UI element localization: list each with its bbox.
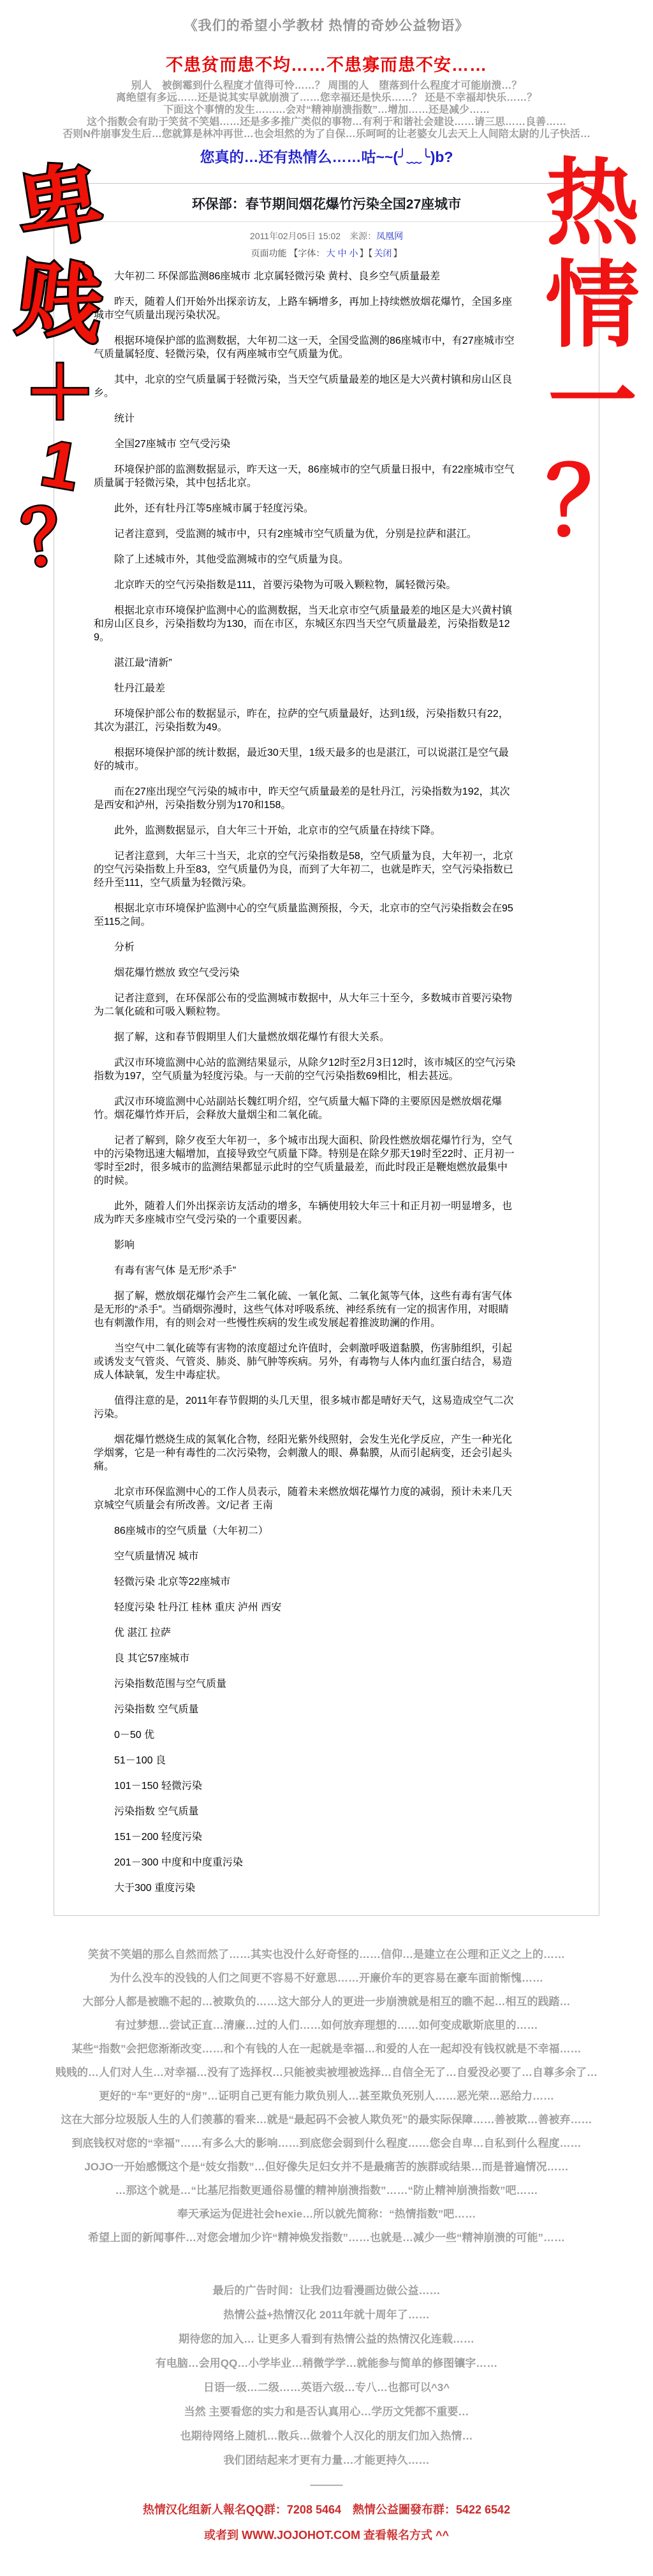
article-paragraph: 污染指数范围与空气质量 <box>114 1679 227 1689</box>
commentary-line: 希望上面的新闻事件…对您会增加少许“精神焕发指数”……也就是…减少一些“精神崩溃的可能”…… <box>88 2232 565 2244</box>
footer-site-prefix: 或者到 <box>203 2529 242 2542</box>
article-paragraph: 记者了解到，除夕夜至大年初一，多个城市出现大面积、阶段性燃放烟花爆竹行为，空气中的污染物迅速大幅增加，直接导致空气质量下降。特别是在除夕那天19时至22时、正月初一零时至2时，很多城市的监测结果都显示此时的空气质量最差，而此时段正是鞭炮燃放最集中的时候。 <box>94 1135 515 1186</box>
toolbar-suffix: 】 <box>393 248 402 258</box>
commentary-line: 笑贫不笑娼的那么自然而然了……其实也没什么好奇怪的……信仰…是建立在公理和正义之上的…… <box>88 1948 565 1961</box>
header-gray-comments <box>0 80 653 140</box>
article-paragraph: 根据环境保护部的监测数据，大年初二这一天，全国受监测的86座城市中，有27座城市空气质量属轻度、轻微污染，仅有两座城市空气质量为优。 <box>94 335 515 360</box>
article-paragraph: 其中，北京的空气质量属于轻微污染，当天空气质量最差的地区是大兴黄村镇和房山区良乡。 <box>94 374 513 399</box>
stamp-char: 情 <box>545 253 640 358</box>
article-toolbar <box>54 247 599 260</box>
article-paragraph: 污染指数 空气质量 <box>114 1806 199 1817</box>
stamp-char: ＋ <box>25 354 95 432</box>
stamp-char: ？ <box>545 450 640 555</box>
footer-line: 我们团结起来才更有力量…才能更持久…… <box>223 2454 430 2466</box>
article-paragraph: 湛江最“清新” <box>114 658 172 668</box>
article-paragraph: 空气质量情况 城市 <box>114 1551 199 1562</box>
font-size-medium-link[interactable]: 中 <box>337 248 347 258</box>
jojohot-link[interactable]: WWW.JOJOHOT.COM <box>241 2529 360 2542</box>
article-paragraph: 201－300 中度和中度重污染 <box>114 1857 243 1868</box>
article-paragraph: 烟花爆竹燃放 致空气受污染 <box>114 968 240 978</box>
page-title: 《我们的希望小学教材 热情的奇妙公益物语》 <box>184 18 469 33</box>
footer-line: 日语一级…二级……英语六级…专八…也都可以^3^ <box>203 2381 450 2394</box>
article-meta <box>54 230 599 242</box>
article-paragraph: 武汉市环境监测中心站的监测结果显示，从除夕12时至2月3日12时，该市城区的空气污染指数为197，空气质量为轻度污染。与一天前的空气污染指数69相比，相去甚远。 <box>94 1057 516 1082</box>
article-paragraph: 良 其它57座城市 <box>114 1653 190 1664</box>
footer-site-line <box>0 2522 653 2548</box>
article-paragraph: 大年初二 环保部监测86座城市 北京属轻微污染 黄村、良乡空气质量最差 <box>114 271 441 282</box>
footer-divider: ——— <box>310 2478 343 2491</box>
header-gray-line: 离绝望有多远……还是说其实早就崩溃了……您幸福还是快乐……？ 还是不幸福却快乐……？ <box>115 92 538 103</box>
footer-site-suffix: 查看報名方式 ^^ <box>360 2529 450 2542</box>
header-red-quote: 不患贫而患不均……不患寡而患不安…… <box>166 55 487 75</box>
article-paragraph: 大于300 重度污染 <box>114 1883 196 1894</box>
footer-line: 当然 主要看您的实力和是否认真用心…学历文凭都不重要… <box>184 2406 469 2418</box>
commentary-line: 有过梦想…尝试正直…清廉…过的人们……如何放弃理想的……如何变成歇斯底里的…… <box>115 2019 538 2031</box>
article-body <box>94 270 517 1915</box>
footer-qq-groups: 热情汉化组新人報名QQ群：7208 5464 熱情公益圖發布群：5422 6542 <box>142 2503 511 2516</box>
article-paragraph: 根据北京市环境保护监测中心的空气质量监测预报，今天，北京市的空气污染指数会在95至115之间。 <box>94 903 513 927</box>
stamp-beijian-plus-one <box>4 153 116 582</box>
font-size-small-link[interactable]: 小 <box>349 248 358 258</box>
article-paragraph: 此外，还有牡丹江等5座城市属于轻度污染。 <box>114 503 314 514</box>
article-paragraph: 当空气中二氧化硫等有害物的浓度超过允许值时，会刺激呼吸道黏膜，伤害肺组织，引起或诱发支气管炎、气管炎、肺炎、肺气肿等疾病。另外，有毒物与人体内血红蛋白结合，易造成人体缺氧，发生中毒症状。 <box>94 1343 513 1381</box>
article-box <box>54 183 599 1916</box>
footer-line: 有电脑…会用QQ…小学毕业…稍微学学…就能参与简单的修图镶字…… <box>155 2357 498 2369</box>
article-paragraph: 此外，监测数据显示，自大年三十开始，北京市的空气质量在持续下降。 <box>114 825 441 836</box>
font-size-large-link[interactable]: 大 <box>326 248 335 258</box>
header-gray-line: 别人 被倒霉到什么程度才值得可怜……？ 周围的人 堕落到什么程度才可能崩溃…？ <box>131 80 522 91</box>
header-gray-line: 下面这个事情的发生………会对“精神崩溃指数”…增加……还是减少…… <box>163 105 490 115</box>
article-paragraph: 记者注意到，大年三十当天，北京的空气污染指数是58，空气质量为良，大年初一，北京的空气污染指数上升至83，空气质量仍为良，而到了大年初二，也就是昨天，空气污染指数已经升至111，空气质量为轻微污染。 <box>94 851 513 888</box>
article-paragraph: 101－150 轻微污染 <box>114 1781 202 1792</box>
article-paragraph: 北京市环保监测中心的工作人员表示，随着未来燃放烟花爆竹力度的减弱，预计未来几天京城空气质量会有所改善。文/记者 王南 <box>94 1487 513 1511</box>
article-paragraph: 环境保护部公布的数据显示，昨在，拉萨的空气质量最好，达到1级，污染指数只有22，其次为湛江，污染指数为49。 <box>94 709 509 733</box>
commentary-line: 到底钱权对您的“幸福”……有多么大的影响……到底您会弱到什么程度……您会自卑…自私到什么程度…… <box>71 2137 582 2149</box>
commentary-line: 某些“指数”会把您渐渐改变……和个有钱的人在一起就是幸福…和爱的人在一起却没有钱权就是不幸福…… <box>71 2043 582 2055</box>
source-label: 来源： <box>349 231 377 241</box>
article-paragraph: 轻度污染 牡丹江 桂林 重庆 泸州 西安 <box>114 1602 282 1613</box>
article-paragraph: 值得注意的是，2011年春节假期的头几天里，很多城市都是晴好天气，这易造成空气二次污染。 <box>94 1395 514 1420</box>
header-gray-line: 这个指数会有助于笑贫不笑娼……还是多多推广类似的事物…有利于和谐社会建设……请三思……良善…… <box>86 117 566 128</box>
commentary-line: 为什么没车的没钱的人们之间更不容易不好意思……开廉价车的更容易在豪车面前惭愧…… <box>110 1972 543 1984</box>
article-paragraph: 记者注意到，受监测的城市中，只有2座城市空气质量为优，分别是拉萨和湛江。 <box>114 529 477 540</box>
article-paragraph: 有毒有害气体 是无形“杀手” <box>114 1265 237 1276</box>
article-paragraph: 影响 <box>114 1240 135 1251</box>
article-paragraph: 此外，随着人们外出探亲访友活动的增多，车辆使用较大年三十和正月初一明显增多，也成为昨天多座城市空气受污染的一个重要因素。 <box>94 1201 513 1225</box>
article-paragraph: 武汉市环境监测中心站副站长魏红明介绍，空气质量大幅下降的主要原因是燃放烟花爆竹。烟花爆竹炸开后，会释放大量烟尘和二氧化硫。 <box>94 1096 503 1121</box>
article-paragraph: 86座城市的空气质量（大年初二） <box>114 1526 268 1536</box>
article-paragraph: 除了上述城市外，其他受监测城市的空气质量为良。 <box>114 554 349 565</box>
toolbar-mid: 】【 <box>359 248 373 258</box>
headline-divider <box>59 221 594 222</box>
article-paragraph: 据了解，燃放烟花爆竹会产生二氧化硫、一氧化氮、二氧化氮等气体，这些有毒有害气体是无形的“杀手”。当硝烟弥漫时，这些气体对呼吸系统、神经系统有一定的损害作用，对眼睛也有刺激作用，有的则会对一些慢性疾病的发生或发展起着推波助澜的作用。 <box>94 1291 513 1328</box>
footer-line: 最后的广告时间：让我们边看漫画边做公益…… <box>212 2285 441 2297</box>
article-paragraph: 而在27座出现空气污染的城市中，昨天空气质量最差的是牡丹江，污染指数为192，其次是西安和泸州，污染指数分别为170和158。 <box>94 786 510 811</box>
stamp-reqing-minus-one <box>536 151 649 555</box>
article-paragraph: 根据北京市环境保护监测中心的监测数据，当天北京市空气质量最差的地区是大兴黄村镇和房山区良乡，污染指数均为130，而在市区，东城区东四当天空气质量最差，污染指数是129。 <box>94 605 513 643</box>
article-paragraph: 全国27座城市 空气受污染 <box>114 439 231 450</box>
header-blue-question: 您真的…还有热情么……咕~~(╯﹏╰)b? <box>200 149 453 165</box>
header-gray-line: 否则N件崩事发生后…您就算是林冲再世…也会坦然的为了自保…乐呵呵的让老婆女儿去天上人间陪太尉的儿子快活… <box>62 129 591 140</box>
commentary-line: JOJO一开始感慨这个是“妓女指数”…但好像失足妇女并不是最痛苦的族群或结果…而是普遍情况…… <box>84 2161 569 2173</box>
article-paragraph: 分析 <box>114 942 135 953</box>
article-paragraph: 轻微污染 北京等22座城市 <box>114 1577 231 1587</box>
commentary-line: 贱贱的…人们对人生…对幸福…没有了选择权…只能被卖被埋被选择…自信全无了…自爱没必要了…自尊多余了… <box>55 2066 598 2079</box>
stamp-char: 卑 <box>11 153 109 260</box>
article-paragraph: 记者注意到，在环保部公布的受监测城市数据中，从大年三十至今，多数城市首要污染物为二氧化硫和可吸入颗粒物。 <box>94 993 513 1017</box>
article-paragraph: 牡丹江最差 <box>114 683 166 694</box>
footer-line: 也期待网络上随机…散兵…做着个人汉化的朋友们加入热情… <box>180 2430 473 2442</box>
commentary-line: 奉天承运为促进社会hexie…所以就先简称：“热情指数”吧…… <box>177 2208 476 2220</box>
article-paragraph: 污染指数 空气质量 <box>114 1704 199 1715</box>
article-paragraph: 统计 <box>114 413 135 424</box>
article-paragraph: 据了解，这和春节假期里人们大量燃放烟花爆竹有很大关系。 <box>114 1032 390 1043</box>
stamp-char: 1 <box>36 425 84 504</box>
article-headline: 环保部：春节期间烟花爆竹污染全国27座城市 <box>191 197 462 212</box>
article-date: 2011年02月05日 15:02 <box>249 231 350 241</box>
article-paragraph: 环境保护部的监测数据显示，昨天这一天，86座城市的空气质量日报中，有22座城市空气质量属于轻微污染，其中包括北京。 <box>94 464 515 489</box>
commentary-line: …那这个就是…“比基尼指数更通俗易懂的精神崩溃指数”……“防止精神崩溃指数”吧…… <box>115 2184 538 2197</box>
article-paragraph: 根据环境保护部的统计数据，最近30天里，1级天最多的也是湛江，可以说湛江是空气最好的城市。 <box>94 747 509 772</box>
stamp-char: 一 <box>547 351 637 452</box>
commentary-line: 这在大部分垃圾版人生的人们羡慕的看来…就是“最起码不会被人欺负死”的最实际保障……善被欺…善被弃…… <box>61 2114 592 2126</box>
article-paragraph: 优 湛江 拉萨 <box>114 1628 171 1638</box>
article-paragraph: 昨天，随着人们开始外出探亲访友，上路车辆增多，再加上持续燃放烟花爆竹，全国多座城市空气质量出现污染状况。 <box>94 297 513 321</box>
footer-line: 期待您的加入… 让更多人看到有热情公益的热情汉化连载…… <box>179 2333 474 2345</box>
commentary-line: 更好的“车”更好的“房”…证明自己更有能力欺负别人…甚至欺负死别人……恶光荣…恶给力…… <box>99 2090 554 2102</box>
commentary-block <box>0 1943 653 2249</box>
article-paragraph: 北京昨天的空气污染指数是111，首要污染物为可吸入颗粒物，属轻微污染。 <box>114 580 457 591</box>
source-link[interactable]: 凤凰网 <box>376 231 404 241</box>
article-paragraph: 烟花爆竹燃烧生成的氮氧化合物，经阳光紫外线照射，会发生光化学反应，产生一种光化学烟雾，它是一种有毒性的二次污染物，会刺激人的眼、鼻黏膜，从而引起病变，还会引起头痛。 <box>94 1434 513 1472</box>
stamp-char: 热 <box>545 151 640 256</box>
article-paragraph: 151－200 轻度污染 <box>114 1832 202 1843</box>
footer-lines <box>0 2279 653 2473</box>
stamp-char: 贱 <box>12 250 108 354</box>
footer-line: 热情公益+热情汉化 2011年就十周年了…… <box>223 2309 430 2321</box>
article-paragraph: 0－50 优 <box>114 1730 155 1741</box>
article-paragraph: 51－100 良 <box>114 1755 166 1766</box>
footer-ad-block <box>0 2279 653 2548</box>
toolbar-prefix: 页面功能 【字体： <box>251 248 325 258</box>
commentary-line: 大部分人都是被瞧不起的…被欺负的……这大部分人的更进一步崩溃就是相互的瞧不起…相互的践踏… <box>82 1996 571 2008</box>
stamp-char: ？ <box>17 489 103 582</box>
close-link[interactable]: 关闭 <box>374 248 392 258</box>
